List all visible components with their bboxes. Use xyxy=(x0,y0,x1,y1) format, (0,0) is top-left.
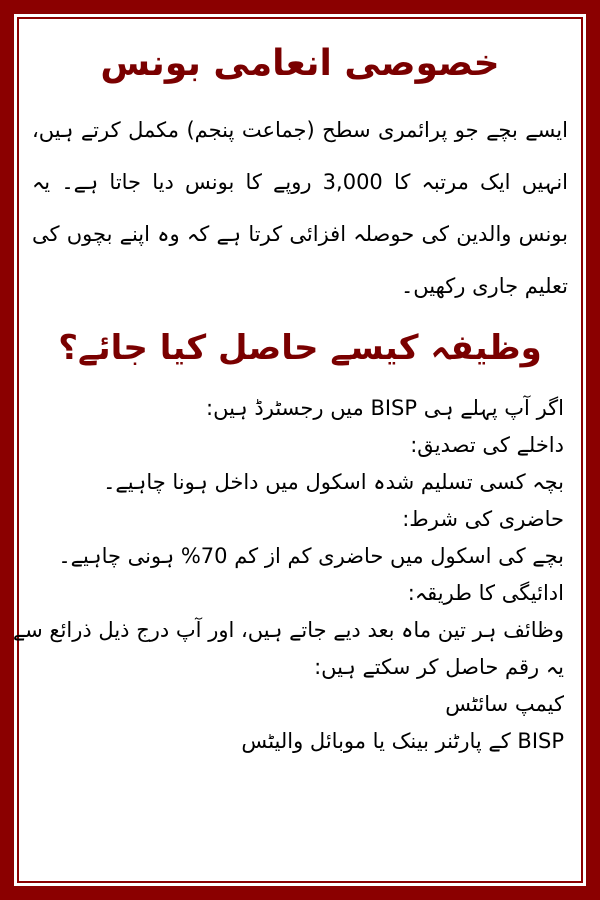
payment-method-label: ادائیگی کا طریقہ: xyxy=(407,581,564,605)
partner-banks-item: BISP کے پارٹنر بینک یا موبائل والیٹس xyxy=(241,729,564,753)
bisp-registered-line: اگر آپ پہلے ہی BISP میں رجسٹرڈ ہیں: xyxy=(206,396,564,420)
page-title: خصوصی انعامی بونس xyxy=(100,43,500,84)
admission-requirement-text: بچہ کسی تسلیم شدہ اسکول میں داخل ہونا چاہیے۔ xyxy=(103,470,564,494)
attendance-requirement-text: بچے کی اسکول میں حاضری کم از کم 70% ہونی چاہیے۔ xyxy=(58,544,564,568)
section-heading: وظیفہ کیسے حاصل کیا جائے؟ xyxy=(58,328,542,368)
admission-verification-label: داخلے کی تصدیق: xyxy=(410,433,564,457)
payment-receive-text: یہ رقم حاصل کر سکتے ہیں: xyxy=(314,655,564,679)
attendance-condition-label: حاضری کی شرط: xyxy=(402,507,564,531)
instructions-list xyxy=(12,390,564,760)
payment-frequency-text: وظائف ہر تین ماہ بعد دیے جاتے ہیں، اور آپ درج ذیل ذرائع سے xyxy=(12,618,564,642)
poster-content xyxy=(12,20,580,880)
camp-sites-item: کیمپ سائٹس xyxy=(445,692,564,716)
intro-paragraph: ایسے بچے جو پرائمری سطح (جماعت پنجم) مکمل کرتے ہیں، انہیں ایک مرتبہ کا 3,000 روپے کا بونس دیا جاتا ہے۔ یہ بونس والدین کی حوصلہ افزائی کرتا ہے کہ وہ اپنے بچوں کی تعلیم جاری رکھیں۔ xyxy=(32,118,569,298)
